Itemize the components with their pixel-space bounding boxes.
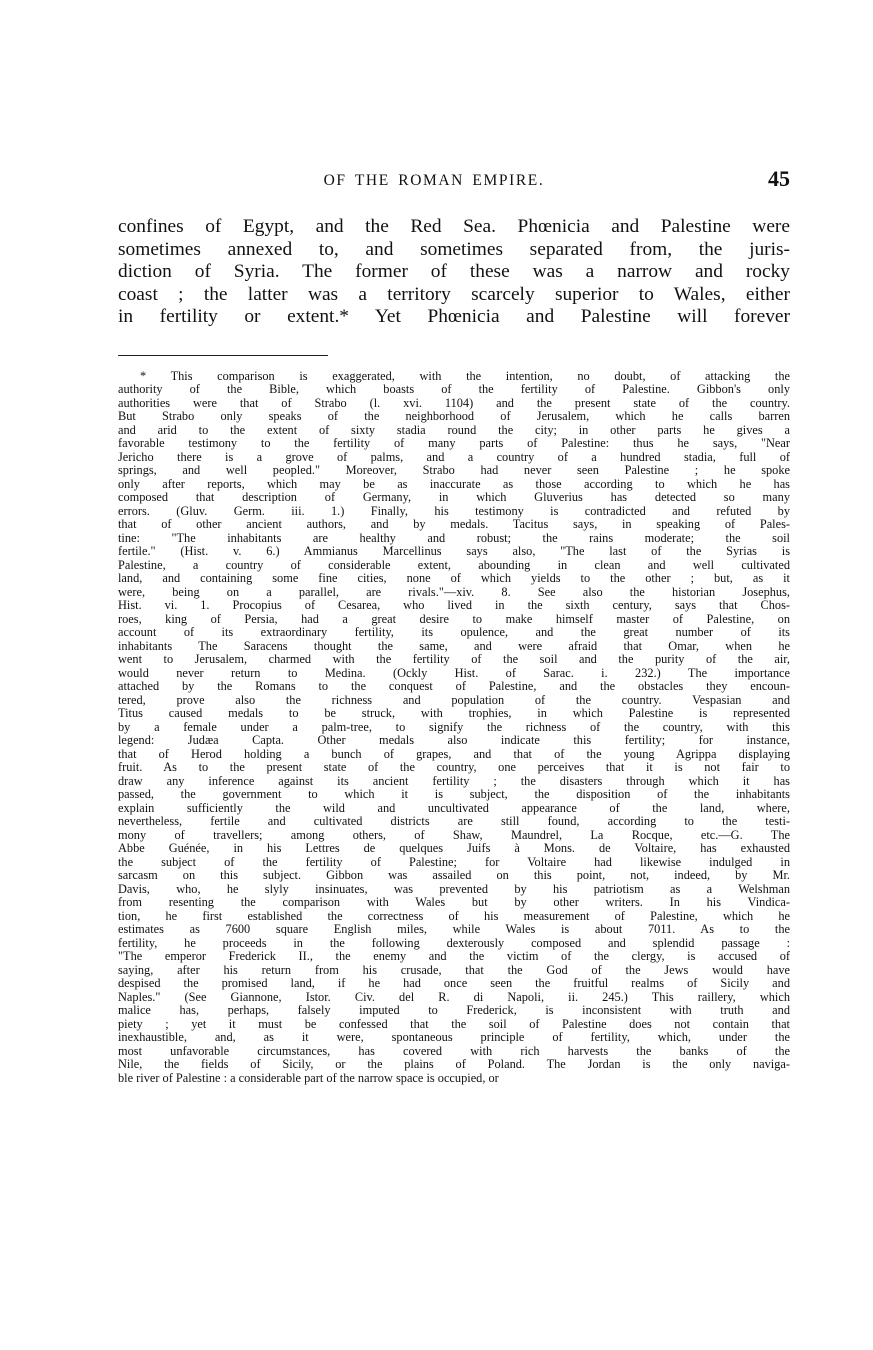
footnote-line: tine: "The inhabitants are healthy and robust; the rains moderate; the soil — [118, 531, 790, 545]
footnote-line: sarcasm on this subject. Gibbon was assailed on this point, not, indeed, by Mr. — [118, 869, 790, 883]
footnote-line: Abbe Guénée, in his Lettres de quelques Juifs à Mons. de Voltaire, has exhausted — [118, 842, 790, 856]
footnote-line: ble river of Palestine : a considerable part of the narrow space is occupied, or — [118, 1071, 499, 1085]
footnote-line: were, being on a parallel, are rivals."—xiv. 8. See also the historian Josephus, — [118, 585, 790, 599]
footnote-line: "The emperor Frederick II., the enemy and the victim of the clergy, is accused of — [118, 950, 790, 964]
footnote-line: that of Herod holding a bunch of grapes, and that of the young Agrippa displaying — [118, 747, 790, 761]
text-line: sometimes annexed to, and sometimes separated from, the juris- — [118, 238, 790, 260]
footnote-line: inexhaustible, and, as it were, spontaneous principle of fertility, which, under the — [118, 1031, 790, 1045]
footnote-line: authorities were that of Strabo (l. xvi. 1104) and the present state of the country. — [118, 396, 790, 410]
footnote-line: only after reports, which may be as inaccurate as those according to which he has — [118, 477, 790, 491]
footnote-line: account of its extraordinary fertility, its opulence, and the great number of its — [118, 626, 790, 640]
footnote-line: piety ; yet it must be confessed that the soil of Palestine does not contain that — [118, 1017, 790, 1031]
page-number: 45 — [768, 166, 790, 191]
footnote-line: legend: Judæa Capta. Other medals also indicate this fertility; for instance, — [118, 734, 790, 748]
footnote — [118, 370, 790, 1086]
footnote-line: Nile, the fields of Sicily, or the plains of Poland. The Jordan is the only naviga- — [118, 1058, 790, 1072]
footnote-line: Titus caused medals to be struck, with trophies, in which Palestine is represented — [118, 707, 790, 721]
footnote-line: would never return to Medina. (Ockly Hist. of Sarac. i. 232.) The importance — [118, 666, 790, 680]
running-title: OF THE ROMAN EMPIRE. — [323, 172, 545, 189]
footnote-line: draw any inference against its ancient fertility ; the disasters through which it has — [118, 774, 790, 788]
text-line: confines of Egypt, and the Red Sea. Phœnicia and Palestine were — [118, 216, 790, 237]
footnote-line: fruit. As to the present state of the country, one perceives that it is not fair to — [118, 761, 790, 775]
footnote-line: from resenting the comparison with Wales but by other writers. In his Vindica- — [118, 896, 790, 910]
footnote-line: Davis, who, he slyly insinuates, was prevented by his patriotism as a Welshman — [118, 882, 790, 896]
footnote-line: saying, after his return from his crusade, that the God of the Jews would have — [118, 963, 790, 977]
footnote-line: favorable testimony to the fertility of many parts of Palestine: thus he says, "Near — [118, 437, 790, 451]
footnote-line: tered, prove also the richness and population of the country. Vespasian and — [118, 693, 790, 707]
footnote-line: estimates as 7600 square English miles, while Wales is about 7011. As to the — [118, 923, 790, 937]
footnote-line: authority of the Bible, which boasts of the fertility of Palestine. Gibbon's only — [118, 383, 790, 397]
book-page — [118, 0, 790, 1085]
text-line: in fertility or extent.* Yet Phœnicia and Palestine will forever — [118, 306, 790, 328]
footnote-line: attached by the Romans to the conquest of Palestine, and the obstacles they encoun- — [118, 680, 790, 694]
footnote-line: tion, he first established the correctness of his measurement of Palestine, which he — [118, 909, 790, 923]
text-line: coast ; the latter was a territory scarcely superior to Wales, either — [118, 283, 790, 305]
footnote-line: inhabitants The Saracens thought the same, and were afraid that Omar, when he — [118, 639, 790, 653]
footnote-line: malice has, perhaps, falsely imputed to Frederick, is inconsistent with truth and — [118, 1004, 790, 1018]
footnote-line: went to Jerusalem, charmed with the fertility of the soil and the purity of the air, — [118, 653, 790, 667]
footnote-line: nevertheless, fertile and cultivated districts are still found, according to the testi- — [118, 815, 790, 829]
footnote-separator — [118, 355, 328, 356]
footnote-line: Hist. vi. 1. Procopius of Cesarea, who lived in the sixth century, says that Chos- — [118, 599, 790, 613]
footnote-line: * This comparison is exaggerated, with the intention, no doubt, of attacking the — [140, 369, 790, 383]
footnote-line: and arid to the extent of sixty stadia round the city; in other parts he gives a — [118, 423, 790, 437]
footnote-line: roes, king of Persia, had a great desire to make himself master of Palestine, on — [118, 612, 790, 626]
footnote-line: land, and containing some fine cities, none of which yields to the other ; but, as it — [118, 572, 790, 586]
footnote-line: the subject of the fertility of Palestine; for Voltaire had likewise indulged in — [118, 855, 790, 869]
footnote-line: Palestine, a country of considerable extent, abounding in clean and well cultivated — [118, 558, 790, 572]
footnote-line: passed, the government to which it is subject, the disposition of the inhabitants — [118, 788, 790, 802]
main-text — [118, 216, 790, 329]
footnote-line: that of other ancient authors, and by medals. Tacitus says, in speaking of Pales- — [118, 518, 790, 532]
footnote-line: most unfavorable circumstances, has covered with rich harvests the banks of the — [118, 1044, 790, 1058]
footnote-line: fertile." (Hist. v. 6.) Ammianus Marcellinus says also, "The last of the Syrias is — [118, 545, 790, 559]
footnote-line: explain sufficiently the wild and uncultivated appearance of the land, where, — [118, 801, 790, 815]
running-head — [118, 166, 790, 206]
footnote-line: fertility, he proceeds in the following dexterously composed and splendid passage : — [118, 936, 790, 950]
footnote-line: But Strabo only speaks of the neighborhood of Jerusalem, which he calls barren — [118, 410, 790, 424]
footnote-line: despised the promised land, if he had once seen the fruitful realms of Sicily and — [118, 977, 790, 991]
footnote-line: springs, and well peopled." Moreover, Strabo had never seen Palestine ; he spoke — [118, 464, 790, 478]
footnote-line: mony of travellers; among others, of Shaw, Maundrel, La Rocque, etc.—G. The — [118, 828, 790, 842]
footnote-line: Naples." (See Giannone, Istor. Civ. del R. di Napoli, ii. 245.) This raillery, which — [118, 990, 790, 1004]
footnote-line: Jericho there is a grove of palms, and a country of a hundred stadia, full of — [118, 450, 790, 464]
footnote-line: by a female under a palm-tree, to signify the richness of the country, with this — [118, 720, 790, 734]
text-line: diction of Syria. The former of these was a narrow and rocky — [118, 261, 790, 283]
footnote-line: composed that description of Germany, in which Gluverius has detected so many — [118, 491, 790, 505]
footnote-line: errors. (Gluv. Germ. iii. 1.) Finally, his testimony is contradicted and refuted by — [118, 504, 790, 518]
